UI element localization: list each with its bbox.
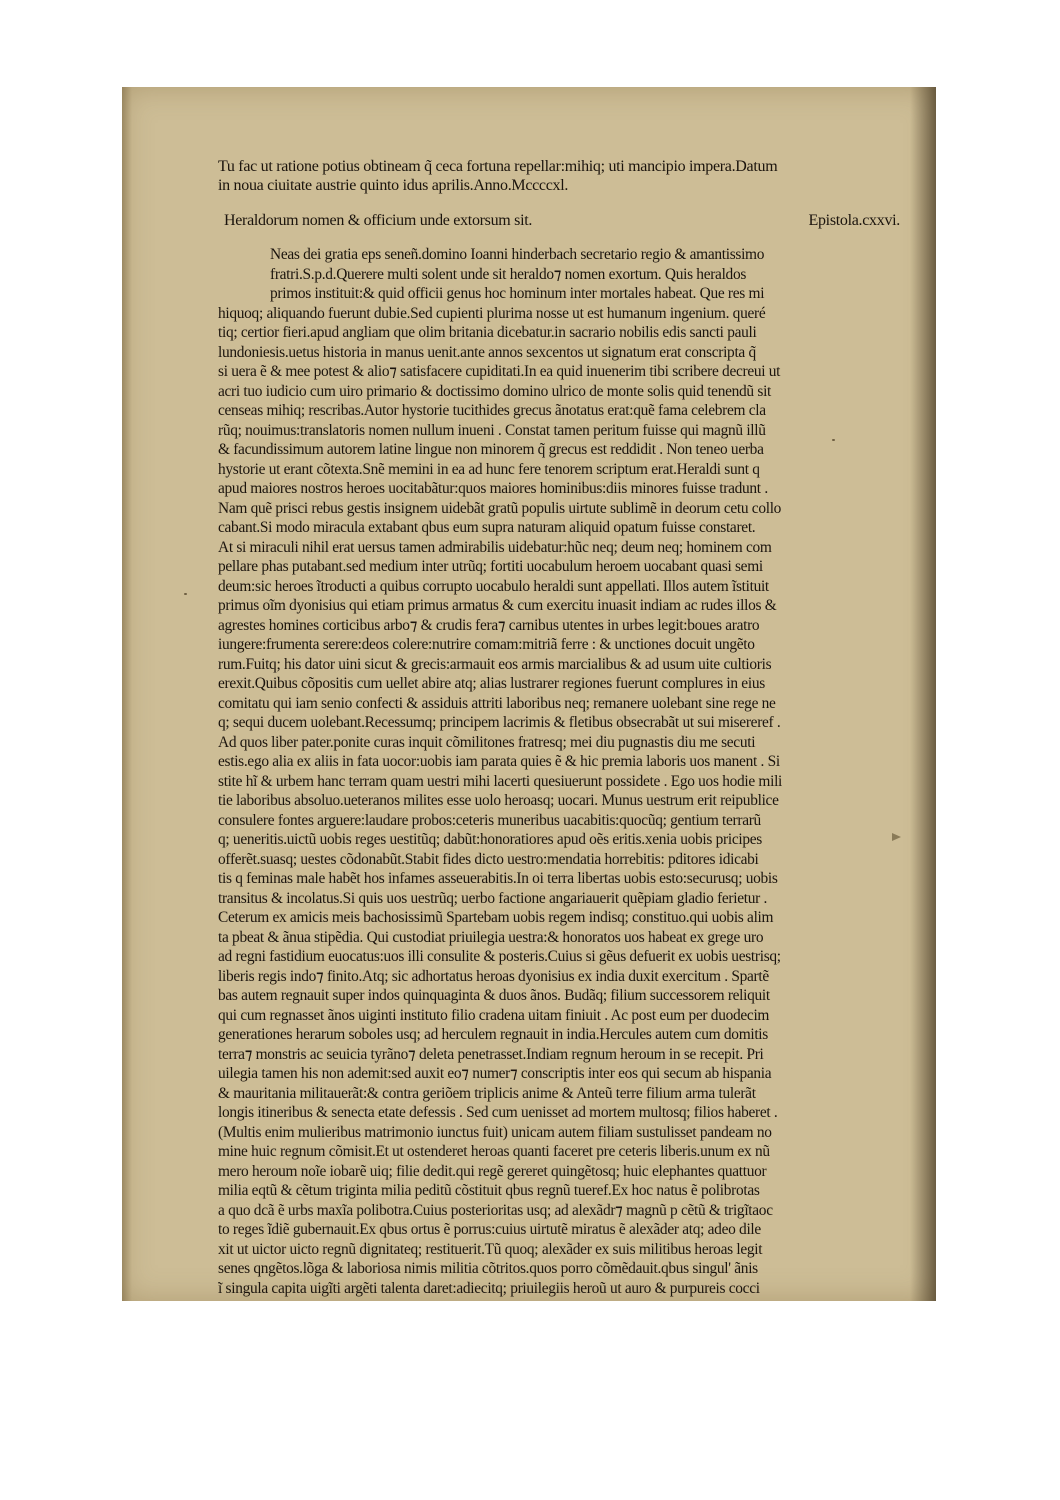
page-edge-shadow-left bbox=[122, 87, 132, 1301]
body-line: cabant.Si modo miracula extabant qbus eum supra naturam aliquid opatum fuisse constaret. bbox=[218, 519, 756, 536]
body-line: si uera ẽ & mee potest & alio⁊ satisfacere cupiditati.In ea quid inuenerim tibi scribere decreui ut bbox=[218, 363, 781, 380]
body-line: rum.Fuitq; his dator uini sicut & grecis:armauit eos armis marcialibus & ad usum uite cultioris bbox=[218, 655, 772, 673]
body-line: acri tuo iudicio cum uiro primario & doctissimo domino ulrico de monte solis quid tenendũ sit bbox=[218, 382, 772, 400]
body-line: liberis regis indo⁊ finito.Atq; sic adhortatus heroas dyonisius ex india duxit exercitum . Spartẽ bbox=[218, 967, 769, 985]
body-line: milia eqtũ & cẽtum triginta milia peditũ cõstituit qbus regnũ tueref.Ex hoc natus ẽ polibrotas bbox=[218, 1182, 760, 1199]
body-line: fratri.S.p.d.Querere multi solent unde sit heraldo⁊ nomen exortum. Quis heraldos bbox=[270, 265, 747, 283]
body-line: Ceterum ex amicis meis bachosissimũ Spartebam uobis regem indisq; constituo.qui uobis alim bbox=[218, 909, 774, 926]
body-line: xit ut uictor uicto regnũ dignitateq; restituerit.Tũ quoq; alexãder ex suis militibus heroas legit bbox=[218, 1240, 763, 1258]
body-line: iungere:frumenta serere:deos colere:nutrire comam:mitriã ferre : & unctiones docuit ungẽto bbox=[218, 636, 755, 653]
book-page bbox=[122, 87, 936, 1301]
body-line: q; ueneritis.uictũ uobis reges uestitũq; dabũt:honoratiores apud oẽs eritis.xenia uobis pricipes bbox=[218, 831, 762, 848]
margin-marker-icon bbox=[892, 833, 901, 841]
body-line: uilegia tamen his non ademit:sed auxit eo⁊ numer⁊ conscriptis inter eos qui secum ab hispania bbox=[218, 1065, 772, 1082]
body-line: & facundissimum autorem latine lingue non minorem q̃ grecus est reddidit . Non teneo uerba bbox=[218, 441, 764, 458]
body-line: offerẽt.suasq; uestes cõdonabũt.Stabit fides dicto uestro:mendatia horrebitis: pditores idicabi bbox=[218, 850, 759, 868]
body-line: censeas mihiq; rescribas.Autor hystorie tucithides grecus ãnotatus erat:quẽ fama celebrem cla bbox=[218, 402, 766, 419]
body-line: lundoniesis.uetus historia in manus uenit.ante annos sexcentos ut signatum erat conscripta q̃ bbox=[218, 343, 756, 361]
body-line: senes qngẽtos.lõga & laboriosa nimis militia cõtritos.quos porro cõmẽdauit.qbus singul' ãnis bbox=[218, 1260, 758, 1277]
body-line: generationes herarum soboles usq; ad herculem regnauit in india.Hercules autem cum domitis bbox=[218, 1026, 768, 1043]
epistle-heading-row bbox=[218, 211, 900, 231]
paper-speck bbox=[832, 439, 835, 441]
body-line: to reges ĩdiẽ gubernauit.Ex qbus ortus ẽ porrus:cuius uirtutẽ miratus ẽ alexãder atq; adeo dile bbox=[218, 1221, 761, 1238]
body-line: q; sequi ducem uolebant.Recessumq; principem lacrimis & fletibus obsecrabãt ut sui misereref . bbox=[218, 714, 781, 731]
body-line: At si miraculi nihil erat uersus tamen admirabilis uidebatur:hũc neq; deum neq; hominem com bbox=[218, 538, 772, 556]
body-line: longis itineribus & senecta etate defessis . Sed cum uenisset ad mortem multosq; filios haberet . bbox=[218, 1104, 778, 1121]
body-line: ĩ singula capita uigĩti argẽti talenta daret:adiecitq; priuilegiis heroũ ut auro & purpureis cocci bbox=[218, 1279, 760, 1297]
body-line: deum:sic heroes ĩtroducti a quibus corrupto uocabulo heraldi sunt appellati. Illos autem ĩstituit bbox=[218, 577, 769, 595]
body-line: tie laboribus absoluo.ueteranos milites esse uolo heroasq; uocari. Munus uestrum erit reipublice bbox=[218, 792, 779, 809]
body-line: consulere fontes arguere:laudare probos:ceteris muneribus uacabitis:quocũq; gentium terrarũ bbox=[218, 811, 761, 829]
page-text-block bbox=[218, 157, 900, 1298]
body-line: Nam quẽ prisci rebus gestis insignem uidebãt gratũ populis uirtute sublimẽ in deorum cetu collo bbox=[218, 499, 782, 517]
body-line: tiq; certior fieri.apud angliam que olim britania dicebatur.in sacrario nobilis edis sancti pauli bbox=[218, 324, 757, 341]
body-line: comitatu qui iam senio confecti & assiduis attriti laboribus neq; remanere uolebant sine rege ne bbox=[218, 694, 776, 712]
body-line: apud maiores nostros heroes uocitabãtur:quos maiores hominibus:diis minores fuisse tradunt . bbox=[218, 480, 768, 497]
body-line: qui cum regnasset ãnos uiginti instituto filio cradena uitam finiuit . Ac post eum per duodecim bbox=[218, 1006, 770, 1024]
body-line: estis.ego alia ex aliis in fata uocor:uobis iam parata quies ẽ & hic premia laboris uos manent . Si bbox=[218, 753, 780, 770]
epistle-heading: Heraldorum nomen & officium unde extorsum sit. bbox=[224, 212, 533, 229]
body-line: rũq; nouimus:translatoris nomen nullum inueni . Constat tamen peritum fuisse qui magnũ illũ bbox=[218, 421, 766, 439]
body-line: tis q feminas male habẽt hos infames asseuerabitis.In oi terra libertas uobis esto:securusq; uobis bbox=[218, 870, 778, 887]
intro-line-1: Tu fac ut ratione potius obtineam q̃ ceca fortuna repellar:mihiq; uti mancipio impera.Datum bbox=[218, 158, 778, 175]
body-line: bas autem regnauit super indos quinquaginta & duos ãnos. Budãq; filium successorem reliquit bbox=[218, 987, 770, 1004]
body-line: Ad quos liber pater.ponite curas inquit cõmilitones fratresq; mei diu pugnastis diu me secuti bbox=[218, 733, 756, 751]
body-line: agrestes homines corticibus arbo⁊ & crudis fera⁊ carnibus utentes in urbes legit:boues aratro bbox=[218, 616, 760, 634]
body-line: (Multis enim mulieribus matrimonio iunctus fuit) unicam autem filiam sustulisset pandeam no bbox=[218, 1123, 772, 1141]
body-line: mine huic regnum cõmisit.Et ut ostenderet heroas quanti faceret pre ceteris liberis.unum ex nũ bbox=[218, 1143, 770, 1160]
body-line: erexit.Quibus cõpositis cum uellet abire atq; alias lustrarer regiones fuerunt complures in eius bbox=[218, 675, 765, 692]
body-line: Neas dei gratia eps seneñ.domino Ioanni hinderbach secretario regio & amantissimo bbox=[270, 246, 765, 263]
epistle-body bbox=[218, 245, 900, 1298]
body-line: hiquoq; aliquando fuerunt dubie.Sed cupienti plurima nosse ut est humanum ingenium. queré bbox=[218, 304, 766, 322]
body-line: hystorie ut erant cõtexta.Snẽ memini in ea ad hunc fere tenorem scriptum erat.Heraldi sunt q bbox=[218, 460, 760, 478]
body-line: ad regni fastidium euocatus:uos illi consulite & posteris.Cuius si gẽus defuerit ex uobis uestrisq; bbox=[218, 948, 781, 965]
body-line: a quo dcã ẽ urbs maxĩa polibotra.Cuius posterioritas usq; ad alexãdr⁊ magnũ p cẽtũ & trigĩtaoc bbox=[218, 1201, 773, 1219]
body-line: transitus & incolatus.Si quis uos uestrũq; uerbo factione angariauerit quẽpiam gladio ferietur . bbox=[218, 889, 768, 907]
epistola-number: Epistola.cxxvi. bbox=[808, 212, 900, 229]
paper-speck bbox=[184, 593, 187, 595]
body-line: primos instituit:& quid officii genus hoc hominum inter mortales habeat. Que res mi bbox=[270, 285, 765, 302]
body-line: & mauritania militauerãt:& contra geriõem triplicis anime & Anteũ terre filium arma tulerãt bbox=[218, 1084, 756, 1102]
body-line: ta pbeat & ãnua stipẽdia. Qui custodiat priuilegia uestra:& honoratos uos habeat ex grege uro bbox=[218, 928, 764, 946]
body-line: pellare phas putabant.sed medium inter utrũq; fortiti uocabulum heroem uocabant quasi semi bbox=[218, 558, 763, 575]
page-gutter-shadow bbox=[910, 87, 936, 1301]
body-line: mero heroum noĩe iobarẽ uiq; filie dedit.qui regẽ gereret quingẽtosq; huic elephantes quattuor bbox=[218, 1162, 767, 1180]
intro-line-2: in noua ciuitate austrie quinto idus aprilis.Anno.Mccccxl. bbox=[218, 177, 569, 194]
body-line: terra⁊ monstris ac seuicia tyrãno⁊ deleta penetrasset.Indiam regnum heroum in se recepit. Pri bbox=[218, 1045, 764, 1063]
body-line: stite hĩ & urbem hanc terram quam uestri mihi lacerti quesiuerunt possidete . Ego uos hodie mili bbox=[218, 772, 783, 790]
body-line: primus oĩm dyonisius qui etiam primus armatus & cum exercitu inuasit indiam ac rudes illos & bbox=[218, 597, 777, 614]
